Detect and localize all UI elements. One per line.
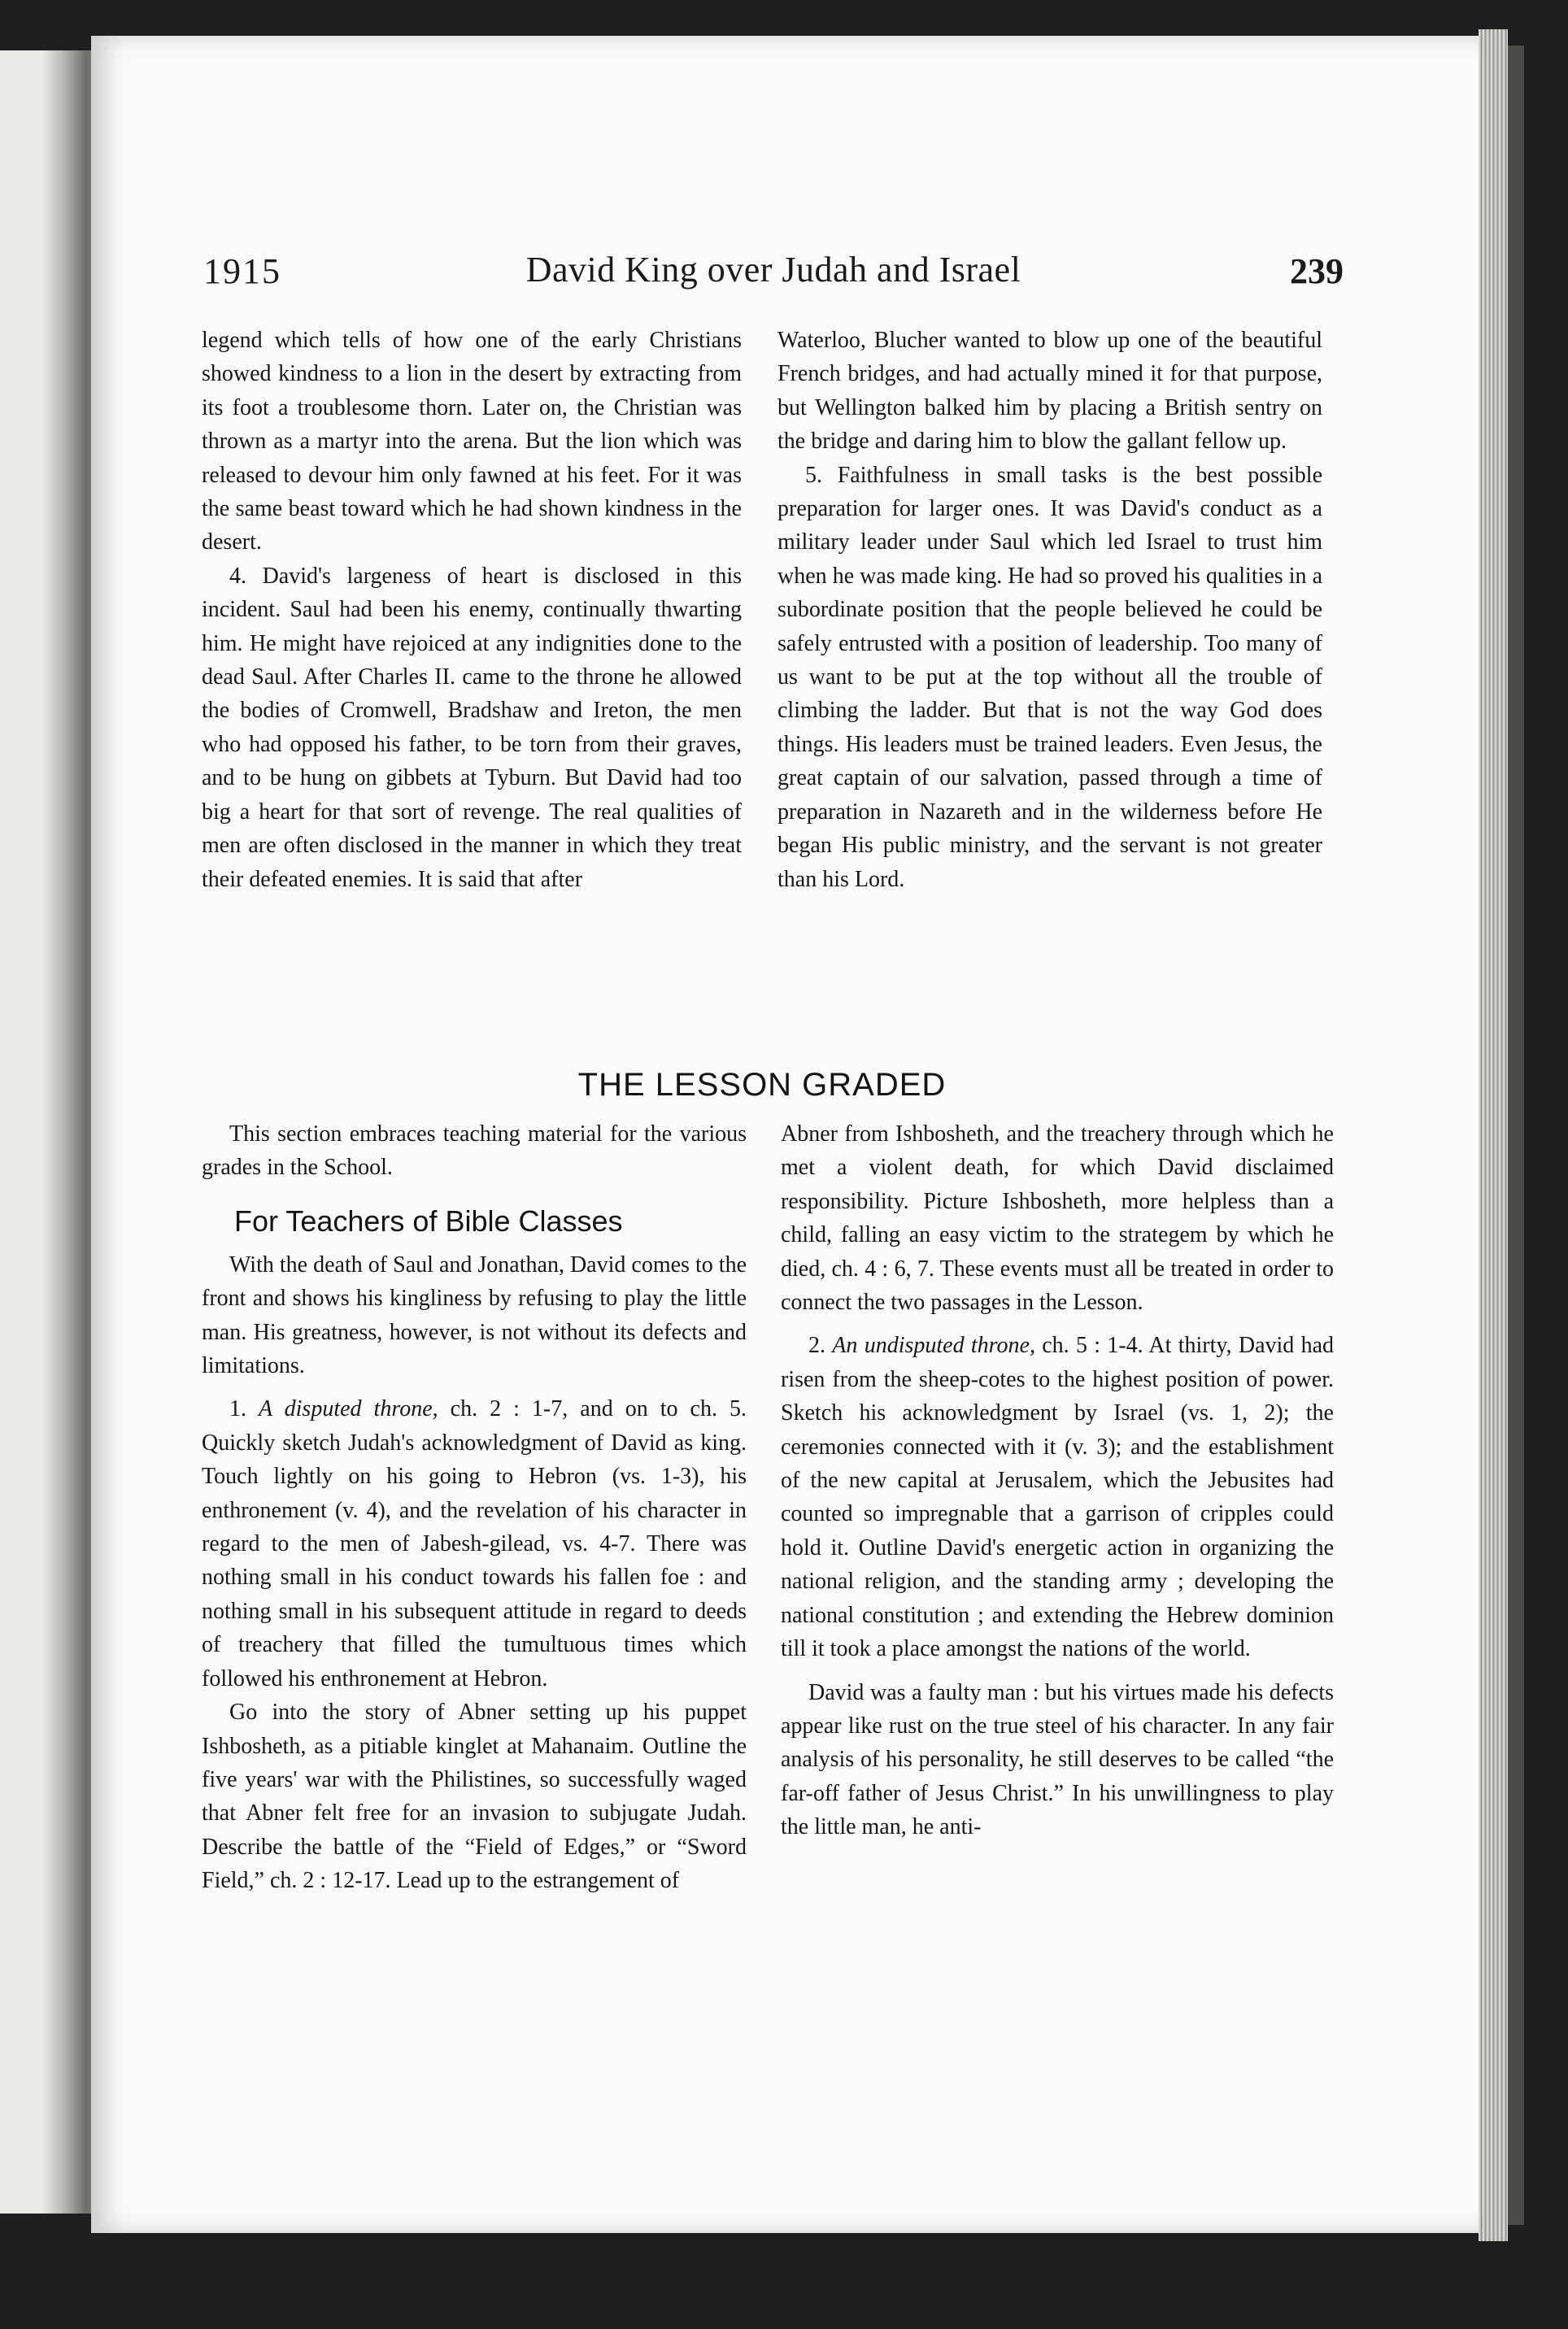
book-cover-edge — [1508, 46, 1524, 2225]
paragraph — [202, 1392, 747, 1696]
paragraph: 5. Faithfulness in small tasks is the best possible preparation for larger ones. It was David's conduct as a military leader under Saul which led Israel to trust him when he was made king. He had so proved his qualities in a subordinate position that the people believed he could be safely entrusted with a position of leadership. Too many of us want to be put at the top without all the trouble of climbing the ladder. But that is not the way God does things. His leaders must be trained leaders. Even Jesus, the great captain of our salvation, passed through a time of preparation in Nazareth and in the wilderness before He began His public ministry, and the servant is not greater than his Lord. — [777, 462, 1322, 892]
italic-topic: A disputed throne, — [259, 1396, 438, 1422]
item-number: 1. — [229, 1396, 246, 1422]
running-title: David King over Judah and Israel — [525, 250, 1021, 289]
paragraph: 4. David's largeness of heart is disclosed in this incident. Saul had been his enemy, continually thwarting him. He might have rejoiced at any indignities done to the dead Saul. After Charles II. came to the throne he allowed the bodies of Cromwell, Bradshaw and Ireton, the men who had opposed his father, to be torn from their graves, and to be hung on gibbets at Tyburn. But David had too big a heart for that sort of revenge. The real qualities of men are often disclosed in the manner in which they treat their defeated enemies. It is said that after — [202, 563, 742, 892]
lower-right-column — [781, 1117, 1334, 1844]
running-head — [203, 246, 1344, 294]
page-number: 239 — [1290, 251, 1344, 291]
paragraph: Waterloo, Blucher wanted to blow up one of the beautiful French bridges, and had actually mined it for that purpose, but Wellington balked him by placing a British sentry on the bridge and daring him to blow the gallant fellow up. — [777, 328, 1322, 455]
year-folio: 1915 — [203, 251, 281, 291]
italic-topic: An undisputed throne, — [832, 1333, 1035, 1359]
item-number: 2. — [808, 1333, 825, 1359]
paragraph: legend which tells of how one of the early Christians showed kindness to a lion in the desert by extracting from its foot a troublesome thorn. Later on, the Christian was thrown as a martyr into the arena. But the lion which was released to devour him only fawned at his feet. For it was the same beast toward which he had shown kindness in the desert. — [202, 328, 742, 555]
intro-paragraph: This section embraces teaching material for the various grades in the School. — [202, 1121, 747, 1181]
paragraph: David was a faulty man : but his virtues made his defects appear like rust on the true steel of his character. In any fair analysis of his personality, he still deserves to be called “the far-off father of Jesus Christ.” In his unwillingness to play the little man, he anti- — [781, 1679, 1334, 1840]
paragraph: Abner from Ishbosheth, and the treachery through which he met a violent death, for which David disclaimed responsibility. Picture Ishbosheth, more helpless than a child, falling an easy victim to the strategem by which he died, ch. 4 : 6, 7. These events must all be treated in order to connect the two passages in the Lesson. — [781, 1121, 1334, 1316]
paragraph — [781, 1329, 1334, 1665]
section-heading: THE LESSON GRADED — [577, 1067, 947, 1103]
lower-left-column — [202, 1117, 747, 1898]
upper-right-column — [777, 324, 1322, 896]
subheading: For Teachers of Bible Classes — [234, 1204, 623, 1238]
paragraph-text: ch. 2 : 1-7, and on to ch. 5. Quickly sketch Judah's acknowledgment of David as king. Touch lightly on his going to Hebron (vs. 1-3), his enthronement (v. 4), and the revelation of his character in regard to the men of Jabesh-gilead, vs. 4-7. There was nothing small in his conduct towards his fallen foe : and nothing small in his subsequent attitude in regard to deeds of treachery that filled the tumultuous times which followed his enthronement at Hebron. — [202, 1396, 747, 1691]
upper-left-column — [202, 324, 742, 896]
paragraph: With the death of Saul and Jonathan, David comes to the front and shows his kingliness by refusing to play the little man. His greatness, however, is not without its defects and limitations. — [202, 1252, 747, 1379]
page-stack-edge — [1479, 29, 1508, 2241]
paragraph: Go into the story of Abner setting up his puppet Ishbosheth, as a pitiable kinglet at Mahanaim. Outline the five years' war with the Philistines, so successfully waged that Abner felt free for an invasion to subjugate Judah. Describe the battle of the “Field of Edges,” or “Sword Field,” ch. 2 : 12-17. Lead up to the estrangement of — [202, 1700, 747, 1894]
paragraph-text: ch. 5 : 1-4. At thirty, David had risen from the sheep-cotes to the highest position of power. Sketch his acknowledgment by Israel (vs. 1, 2); the ceremonies connected with it (v. 3); and the establishment of the new capital at Jerusalem, which the Jebusites had counted so impregnable that a garrison of cripples could hold it. Outline David's energetic action in organizing the national religion, and the standing army ; developing the national constitution ; and extending the Hebrew dominion till it took a place amongst the nations of the world. — [781, 1333, 1335, 1662]
